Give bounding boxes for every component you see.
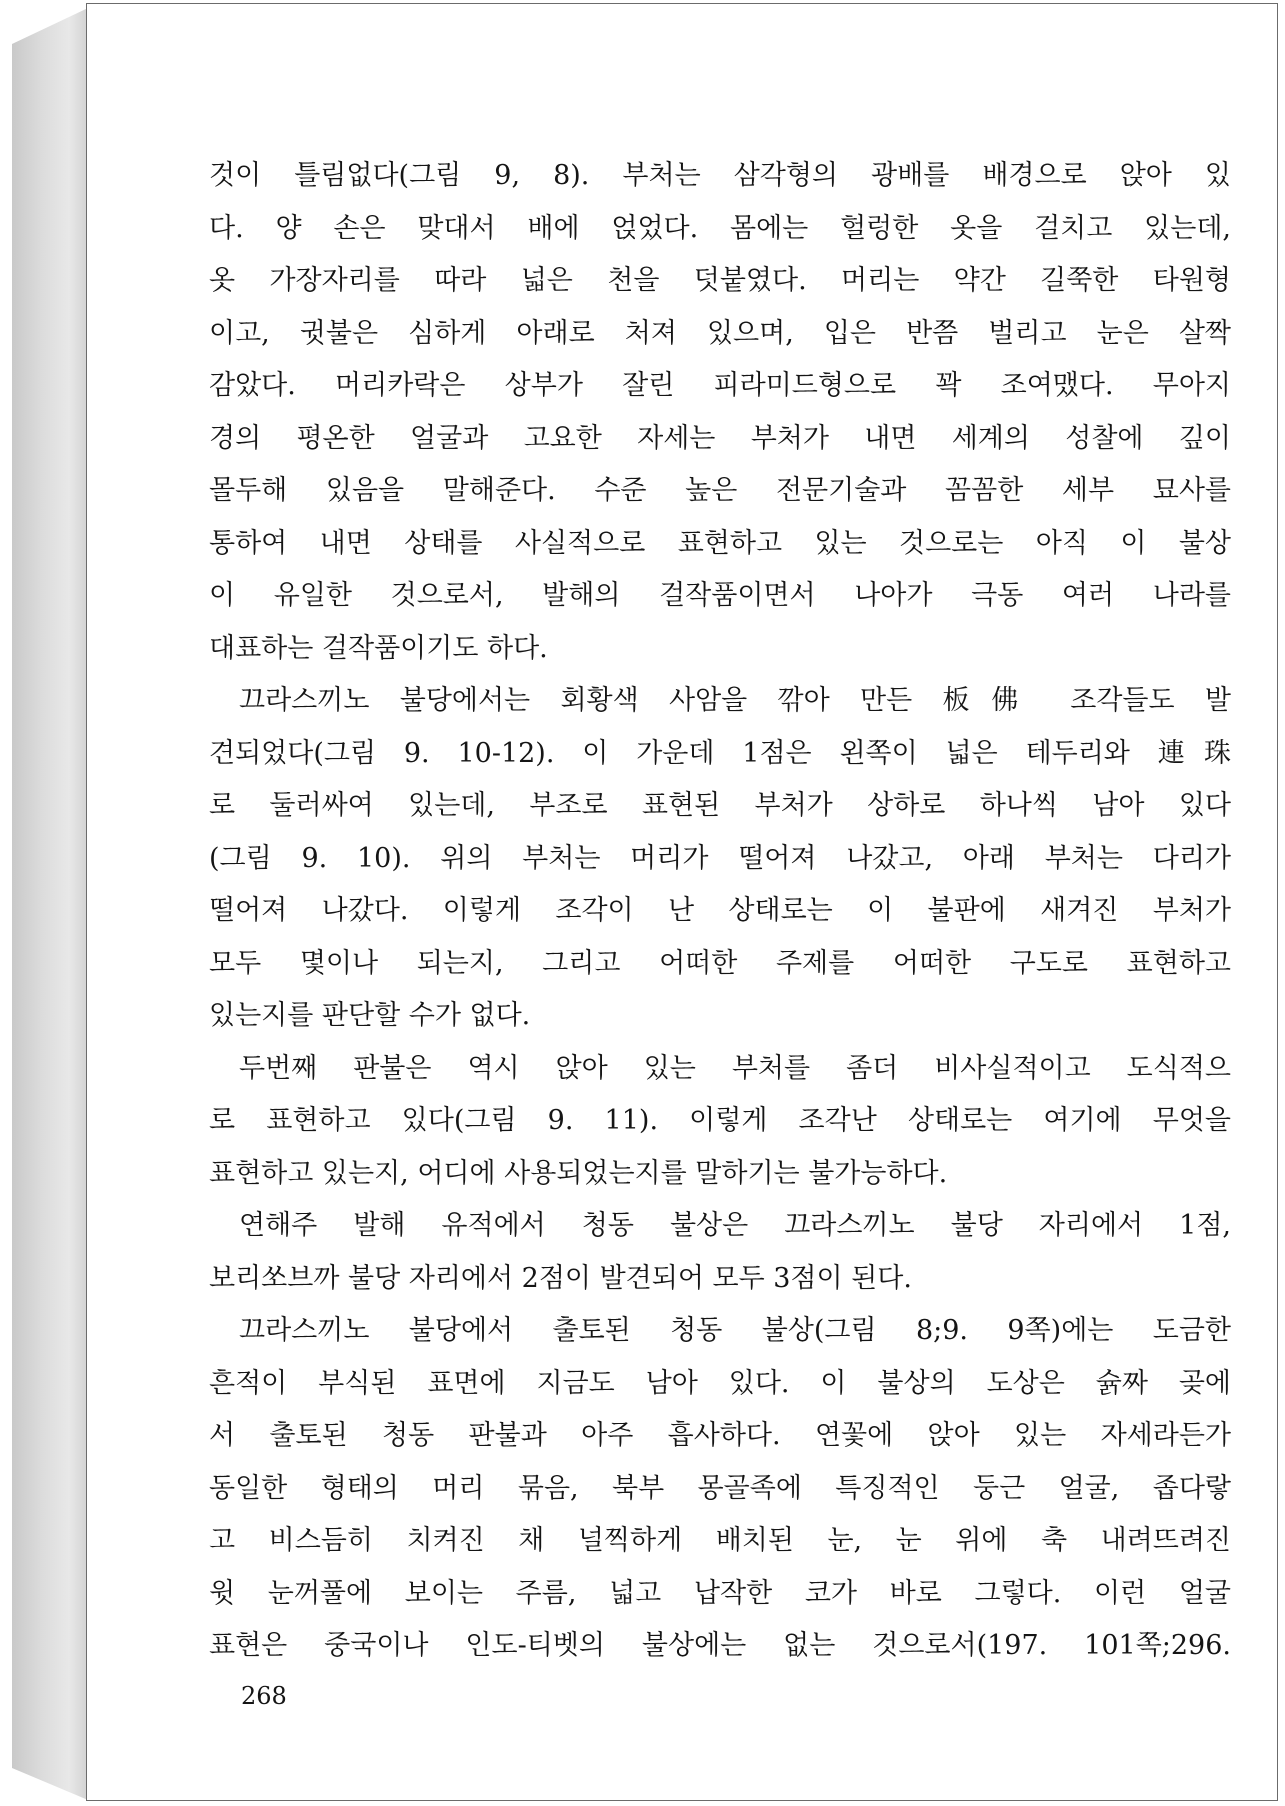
text-line: (그림 9. 10). 위의 부처는 머리가 떨어져 나갔고, 아래 부처는 다리가 <box>209 842 1231 874</box>
text-line: 이 유일한 것으로서, 발해의 걸작품이면서 나아가 극동 여러 나라를 <box>209 580 1231 611</box>
text-line: 끄라스끼노 불당에서는 회황색 사암을 깎아 만든 板佛 조각들도 발 <box>239 685 1231 716</box>
text-line: 로 둘러싸여 있는데, 부조로 표현된 부처가 상하로 하나씩 남아 있다 <box>209 790 1231 821</box>
body-text <box>209 150 1231 1673</box>
text-line: 모두 몇이나 되는지, 그리고 어떠한 주제를 어떠한 구도로 표현하고 <box>209 947 1231 979</box>
text-line: 흔적이 부식된 표면에 지금도 남아 있다. 이 불상의 도상은 슑짜 곶에 <box>209 1367 1231 1399</box>
text-line: 표현하고 있는지, 어디에 사용되었는지를 말하기는 불가능하다. <box>209 1157 948 1189</box>
text-line: 견되었다(그림 9. 10-12). 이 가운데 1점은 왼쪽이 넓은 테두리와 連珠 <box>209 737 1231 769</box>
text-line: 대표하는 걸작품이기도 하다. <box>209 632 548 664</box>
text-line: 경의 평온한 얼굴과 고요한 자세는 부처가 내면 세계의 성찰에 깊이 <box>209 422 1231 454</box>
book-spine <box>12 8 88 1800</box>
text-line: 감았다. 머리카락은 상부가 잘린 피라미드형으로 꽉 조여맸다. 무아지 <box>209 370 1231 401</box>
text-line: 보리쏘브까 불당 자리에서 2점이 발견되어 모두 3점이 된다. <box>209 1262 912 1294</box>
text-line: 있는지를 판단할 수가 없다. <box>209 1000 531 1031</box>
text-line: 끄라스끼노 불당에서 출토된 청동 불상(그림 8;9. 9쪽)에는 도금한 <box>239 1315 1231 1346</box>
text-line: 표현은 중국이나 인도-티벳의 불상에는 없는 것으로서(197. 101쪽;296. <box>209 1630 1231 1661</box>
text-line: 몰두해 있음을 말해준다. 수준 높은 전문기술과 꼼꼼한 세부 묘사를 <box>209 475 1231 506</box>
text-line: 연해주 발해 유적에서 청동 불상은 끄라스끼노 불당 자리에서 1점, <box>239 1210 1231 1241</box>
text-line: 윗 눈꺼풀에 보이는 주름, 넓고 납작한 코가 바로 그렇다. 이런 얼굴 <box>209 1577 1231 1609</box>
text-line: 것이 틀림없다(그림 9, 8). 부처는 삼각형의 광배를 배경으로 앉아 있 <box>209 160 1231 191</box>
text-line: 서 출토된 청동 판불과 아주 흡사하다. 연꽃에 앉아 있는 자세라든가 <box>209 1420 1231 1451</box>
text-line: 동일한 형태의 머리 묶음, 북부 몽골족에 특징적인 둥근 얼굴, 좁다랗 <box>209 1472 1231 1504</box>
text-line: 로 표현하고 있다(그림 9. 11). 이렇게 조각난 상태로는 여기에 무엇을 <box>209 1105 1231 1136</box>
text-line: 고 비스듬히 치켜진 채 널찍하게 배치된 눈, 눈 위에 축 내려뜨려진 <box>209 1525 1231 1556</box>
page-sheet <box>86 3 1278 1801</box>
text-line: 통하여 내면 상태를 사실적으로 표현하고 있는 것으로는 아직 이 불상 <box>209 527 1231 559</box>
text-line: 이고, 귓불은 심하게 아래로 처져 있으며, 입은 반쯤 벌리고 눈은 살짝 <box>209 317 1231 349</box>
text-line: 옷 가장자리를 따라 넓은 천을 덧붙였다. 머리는 약간 길쭉한 타원형 <box>209 265 1231 296</box>
page-number: 268 <box>241 1682 287 1710</box>
text-line: 다. 양 손은 맞대서 배에 얹었다. 몸에는 헐렁한 옷을 걸치고 있는데, <box>209 212 1231 244</box>
text-line: 떨어져 나갔다. 이렇게 조각이 난 상태로는 이 불판에 새겨진 부처가 <box>209 895 1231 926</box>
text-line: 두번째 판불은 역시 앉아 있는 부처를 좀더 비사실적이고 도식적으 <box>239 1052 1231 1084</box>
